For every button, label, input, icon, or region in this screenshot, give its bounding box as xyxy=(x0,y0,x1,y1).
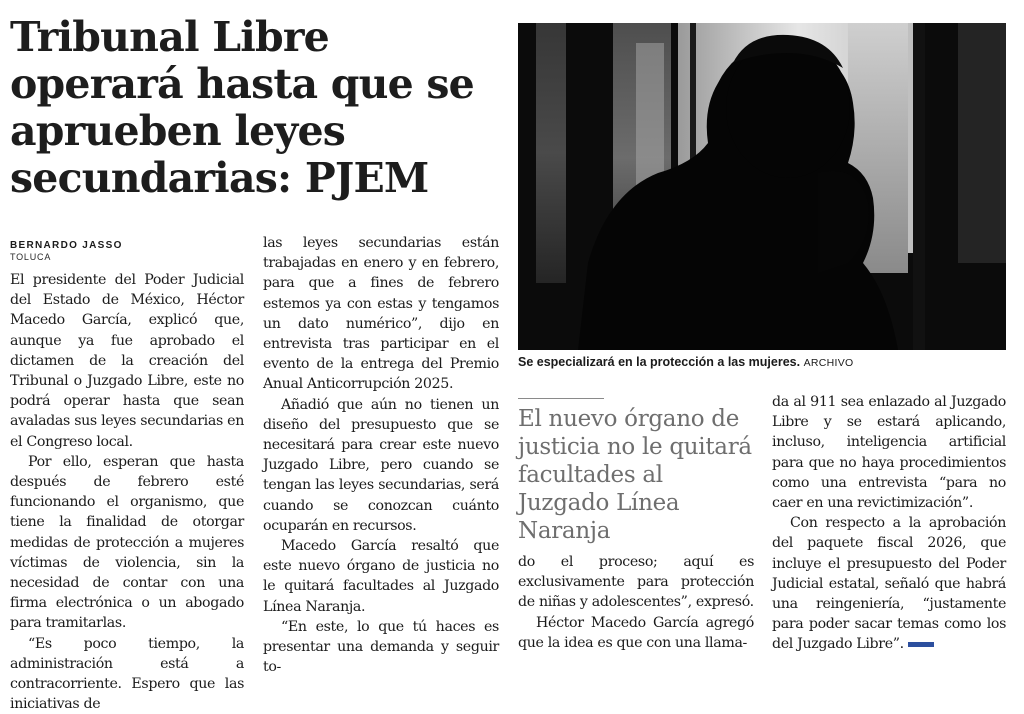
paragraph: El presidente del Poder Judicial del Estado de México, Héctor Macedo García, explicó que, aunque ya fue aprobado el dictamen de la creación del Tribunal o Juzgado Libre, este no podrá operar hasta que sean avaladas sus leyes secundarias en el Congreso local. xyxy=(10,272,244,450)
paragraph: Añadió que aún no tienen un diseño del presupuesto que se necesitará para crear este nuevo Juzgado Libre, pero cuando se tengan las leyes secundarias, será cuando se conozcan cuánto ocuparán en recursos. xyxy=(263,396,499,534)
end-of-article-mark xyxy=(908,642,934,647)
paragraph: da al 911 sea enlazado al Juzgado Libre y se estará aplicando, incluso, inteligencia artificial para que no haya procedimientos como una entrevista “para no caer en una revictimización”. xyxy=(772,394,1006,512)
article-column-4 xyxy=(772,392,1006,655)
paragraph: “En este, lo que tú haces es presentar una demanda y seguir to- xyxy=(263,618,499,676)
paragraph: las leyes secundarias están trabajadas en enero y en febrero, para que a fines de febrero estemos ya con estas y tengamos un dato numérico”, dijo en entrevista tras participar en el evento de la entrega del Premio Anual Anticorrupción 2025. xyxy=(263,235,499,393)
article-column-3 xyxy=(518,552,754,653)
photo-caption xyxy=(518,355,1018,369)
dateline-location: TOLUCA xyxy=(10,252,52,262)
headline: Tribunal Libre operará hasta que se aprueben leyes secundarias: PJEM xyxy=(10,13,474,202)
paragraph: Por ello, esperan que hasta después de febrero esté funcionando el organismo, que tiene la finalidad de otorgar medidas de protección a mujeres víctimas de violencia, sin la necesidad de contar con una firma electrónica o un abogado para tramitarlas. xyxy=(10,453,244,632)
pull-quote: El nuevo órgano de justicia no le quitará facultades al Juzgado Línea Naranja xyxy=(518,406,752,544)
article-column-1 xyxy=(10,270,244,714)
paragraph-last xyxy=(772,513,1006,654)
paragraph: “Es poco tiempo, la administración está a contracorriente. Espero que las iniciativas de xyxy=(10,635,244,713)
article-photo xyxy=(518,23,1006,350)
paragraph: Héctor Macedo García agregó que la idea es que con una llama- xyxy=(518,614,754,651)
caption-text: Se especializará en la protección a las mujeres. xyxy=(518,355,801,369)
paragraph: Macedo García resaltó que este nuevo órgano de justicia no le quitará facultades al Juzgado Línea Naranja. xyxy=(263,538,499,615)
author-name: BERNARDO JASSO xyxy=(10,240,123,251)
photo-credit: ARCHIVO xyxy=(803,357,854,369)
paragraph: do el proceso; aquí es exclusivamente para protección de niñas y adolescentes”, expresó. xyxy=(518,554,754,611)
byline xyxy=(10,240,123,262)
article-column-2 xyxy=(263,233,499,677)
paragraph-last-text: Con respecto a la aprobación del paquete fiscal 2026, que incluye el presupuesto del Poder Judicial estatal, señaló que habrá una reingeniería, “justamente para poder sacar temas como los del Juzgado Libre”. xyxy=(772,515,1006,653)
silhouette-photo xyxy=(518,23,1006,350)
pullquote-rule xyxy=(518,398,604,399)
